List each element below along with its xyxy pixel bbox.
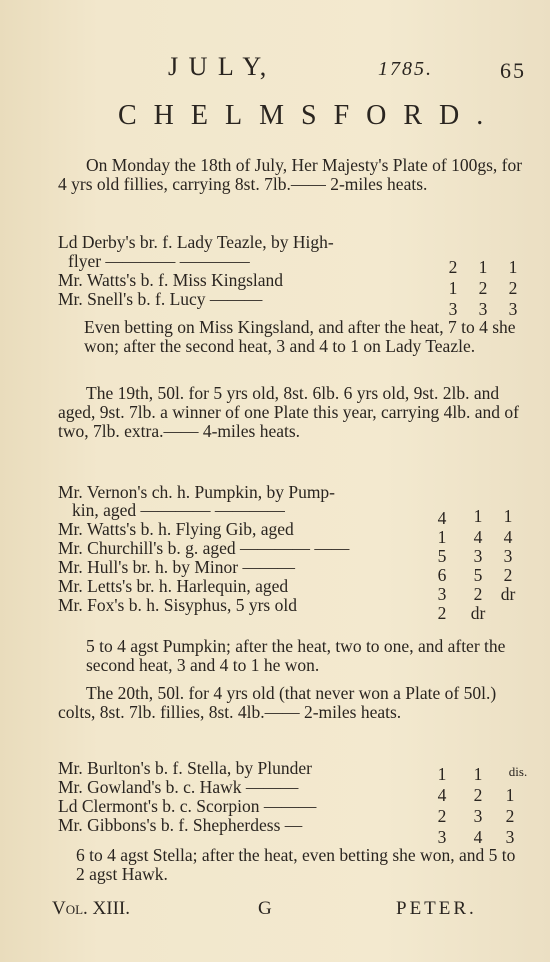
heat-2: 1: [478, 257, 488, 277]
entry-name-cont: flyer ———— ————: [68, 251, 250, 271]
heat-3: dr: [500, 584, 516, 604]
entry-name: Mr. Snell's b. f. Lucy ———: [58, 289, 263, 309]
entry-name: Mr. Churchill's b. g. aged ———— ——: [58, 538, 350, 558]
heat-2: 2: [473, 584, 483, 604]
race-3-betting-note: 6 to 4 agst Stella; after the heat, even betting she won, and 5 to 2 agst Hawk.: [76, 845, 516, 884]
entry-name-cont: kin, aged ———— ————: [72, 500, 285, 520]
heat-2: 4: [473, 827, 483, 847]
volume-mark: Vol. XIII.: [52, 898, 131, 919]
page-title: CHELMSFORD.: [118, 100, 501, 131]
entry-name: Mr. Watts's b. f. Miss Kingsland: [58, 270, 284, 290]
entry-row: [58, 482, 528, 502]
heat-1: 2: [448, 257, 458, 277]
heat-3: 2: [505, 806, 515, 826]
entry-row: [58, 595, 528, 623]
entry-row: [58, 251, 528, 277]
entry-row: [58, 232, 528, 252]
signature-mark: G: [258, 898, 272, 919]
heat-1: 6: [437, 565, 447, 585]
entry-name: Ld Derby's br. f. Lady Teazle, by High-: [58, 232, 334, 252]
race-3-intro: The 20th, 50l. for 4 yrs old (that never won a Plate of 50l.) colts, 8st. 7lb. fillies, 8st. 4lb.—— 2-miles heats.: [58, 683, 497, 722]
heat-2: 4: [473, 527, 483, 547]
heat-3: 1: [503, 506, 513, 526]
heat-3: 2: [503, 565, 513, 585]
heat-1: 2: [437, 806, 447, 826]
heat-2: 1: [473, 764, 483, 784]
heat-2: 2: [473, 785, 483, 805]
heat-1: 1: [448, 278, 458, 298]
heat-2: 3: [478, 299, 488, 319]
entry-name: Mr. Hull's br. h. by Minor ———: [58, 557, 295, 577]
race-1-betting-note: Even betting on Miss Kingsland, and after the heat, 7 to 4 she won; after the second heat, 3 and 4 to 1 on Lady Teazle.: [84, 317, 516, 356]
heat-2: 3: [473, 806, 483, 826]
heat-3: 3: [503, 546, 513, 566]
heat-3: 3: [508, 299, 518, 319]
entry-name: Mr. Watts's b. h. Flying Gib, aged: [58, 519, 294, 539]
heat-1: 2: [437, 603, 447, 623]
heat-3: 2: [508, 278, 518, 298]
entry-name: Mr. Gibbons's b. f. Shepherdess —: [58, 815, 303, 835]
heat-2: 5: [473, 565, 483, 585]
entry-name: Mr. Letts's br. h. Harlequin, aged: [58, 576, 289, 596]
heat-2: 3: [473, 546, 483, 566]
page-number: 65: [500, 58, 526, 83]
entry-row: [58, 289, 528, 319]
heat-1: 3: [437, 827, 447, 847]
heat-1: 4: [437, 785, 447, 805]
entry-row: [58, 538, 528, 566]
heat-2: 1: [473, 506, 483, 526]
entry-row: [58, 519, 528, 547]
entry-row: [58, 758, 528, 784]
entry-name: Mr. Gowland's b. c. Hawk ———: [58, 777, 299, 797]
entry-row: [58, 576, 528, 604]
entry-row: [58, 500, 528, 528]
entry-row: [58, 270, 528, 298]
heat-1: 1: [437, 527, 447, 547]
heat-3: dis.: [508, 764, 528, 779]
running-head-year: 1785.: [378, 58, 433, 80]
race-2-betting-note: 5 to 4 agst Pumpkin; after the heat, two to one, and after the second heat, 3 and 4 to 1 he won.: [86, 636, 506, 675]
heat-3: 3: [505, 827, 515, 847]
heat-3: 1: [508, 257, 518, 277]
heat-2: dr: [470, 603, 486, 623]
catchword: PETER.: [396, 898, 477, 919]
heat-1: 3: [437, 584, 447, 604]
heat-1: 1: [437, 764, 447, 784]
heat-3: 4: [503, 527, 513, 547]
entry-row: [58, 777, 528, 805]
heat-1: 5: [437, 546, 447, 566]
entry-name: Mr. Burlton's b. f. Stella, by Plunder: [58, 758, 312, 778]
entry-row: [58, 557, 528, 585]
heat-1: 4: [437, 508, 447, 528]
race-1-intro: On Monday the 18th of July, Her Majesty's Plate of 100gs, for 4 yrs old fillies, carrying 8st. 7lb.—— 2-miles heats.: [58, 155, 523, 194]
heat-1: 3: [448, 299, 458, 319]
race-2-intro: The 19th, 50l. for 5 yrs old, 8st. 6lb. 6 yrs old, 9st. 2lb. and aged, 9st. 7lb. a winner of one Plate this year, carrying 4lb. and of two, 7lb. extra.—— 4-miles heats.: [58, 383, 519, 441]
heat-2: 2: [478, 278, 488, 298]
heat-3: 1: [505, 785, 515, 805]
entry-row: [58, 815, 528, 847]
entry-name: Mr. Vernon's ch. h. Pumpkin, by Pump-: [58, 482, 336, 502]
entry-name: Mr. Fox's b. h. Sisyphus, 5 yrs old: [58, 595, 297, 615]
running-head-month: J U L Y,: [168, 52, 269, 81]
entry-name: Ld Clermont's b. c. Scorpion ———: [58, 796, 317, 816]
